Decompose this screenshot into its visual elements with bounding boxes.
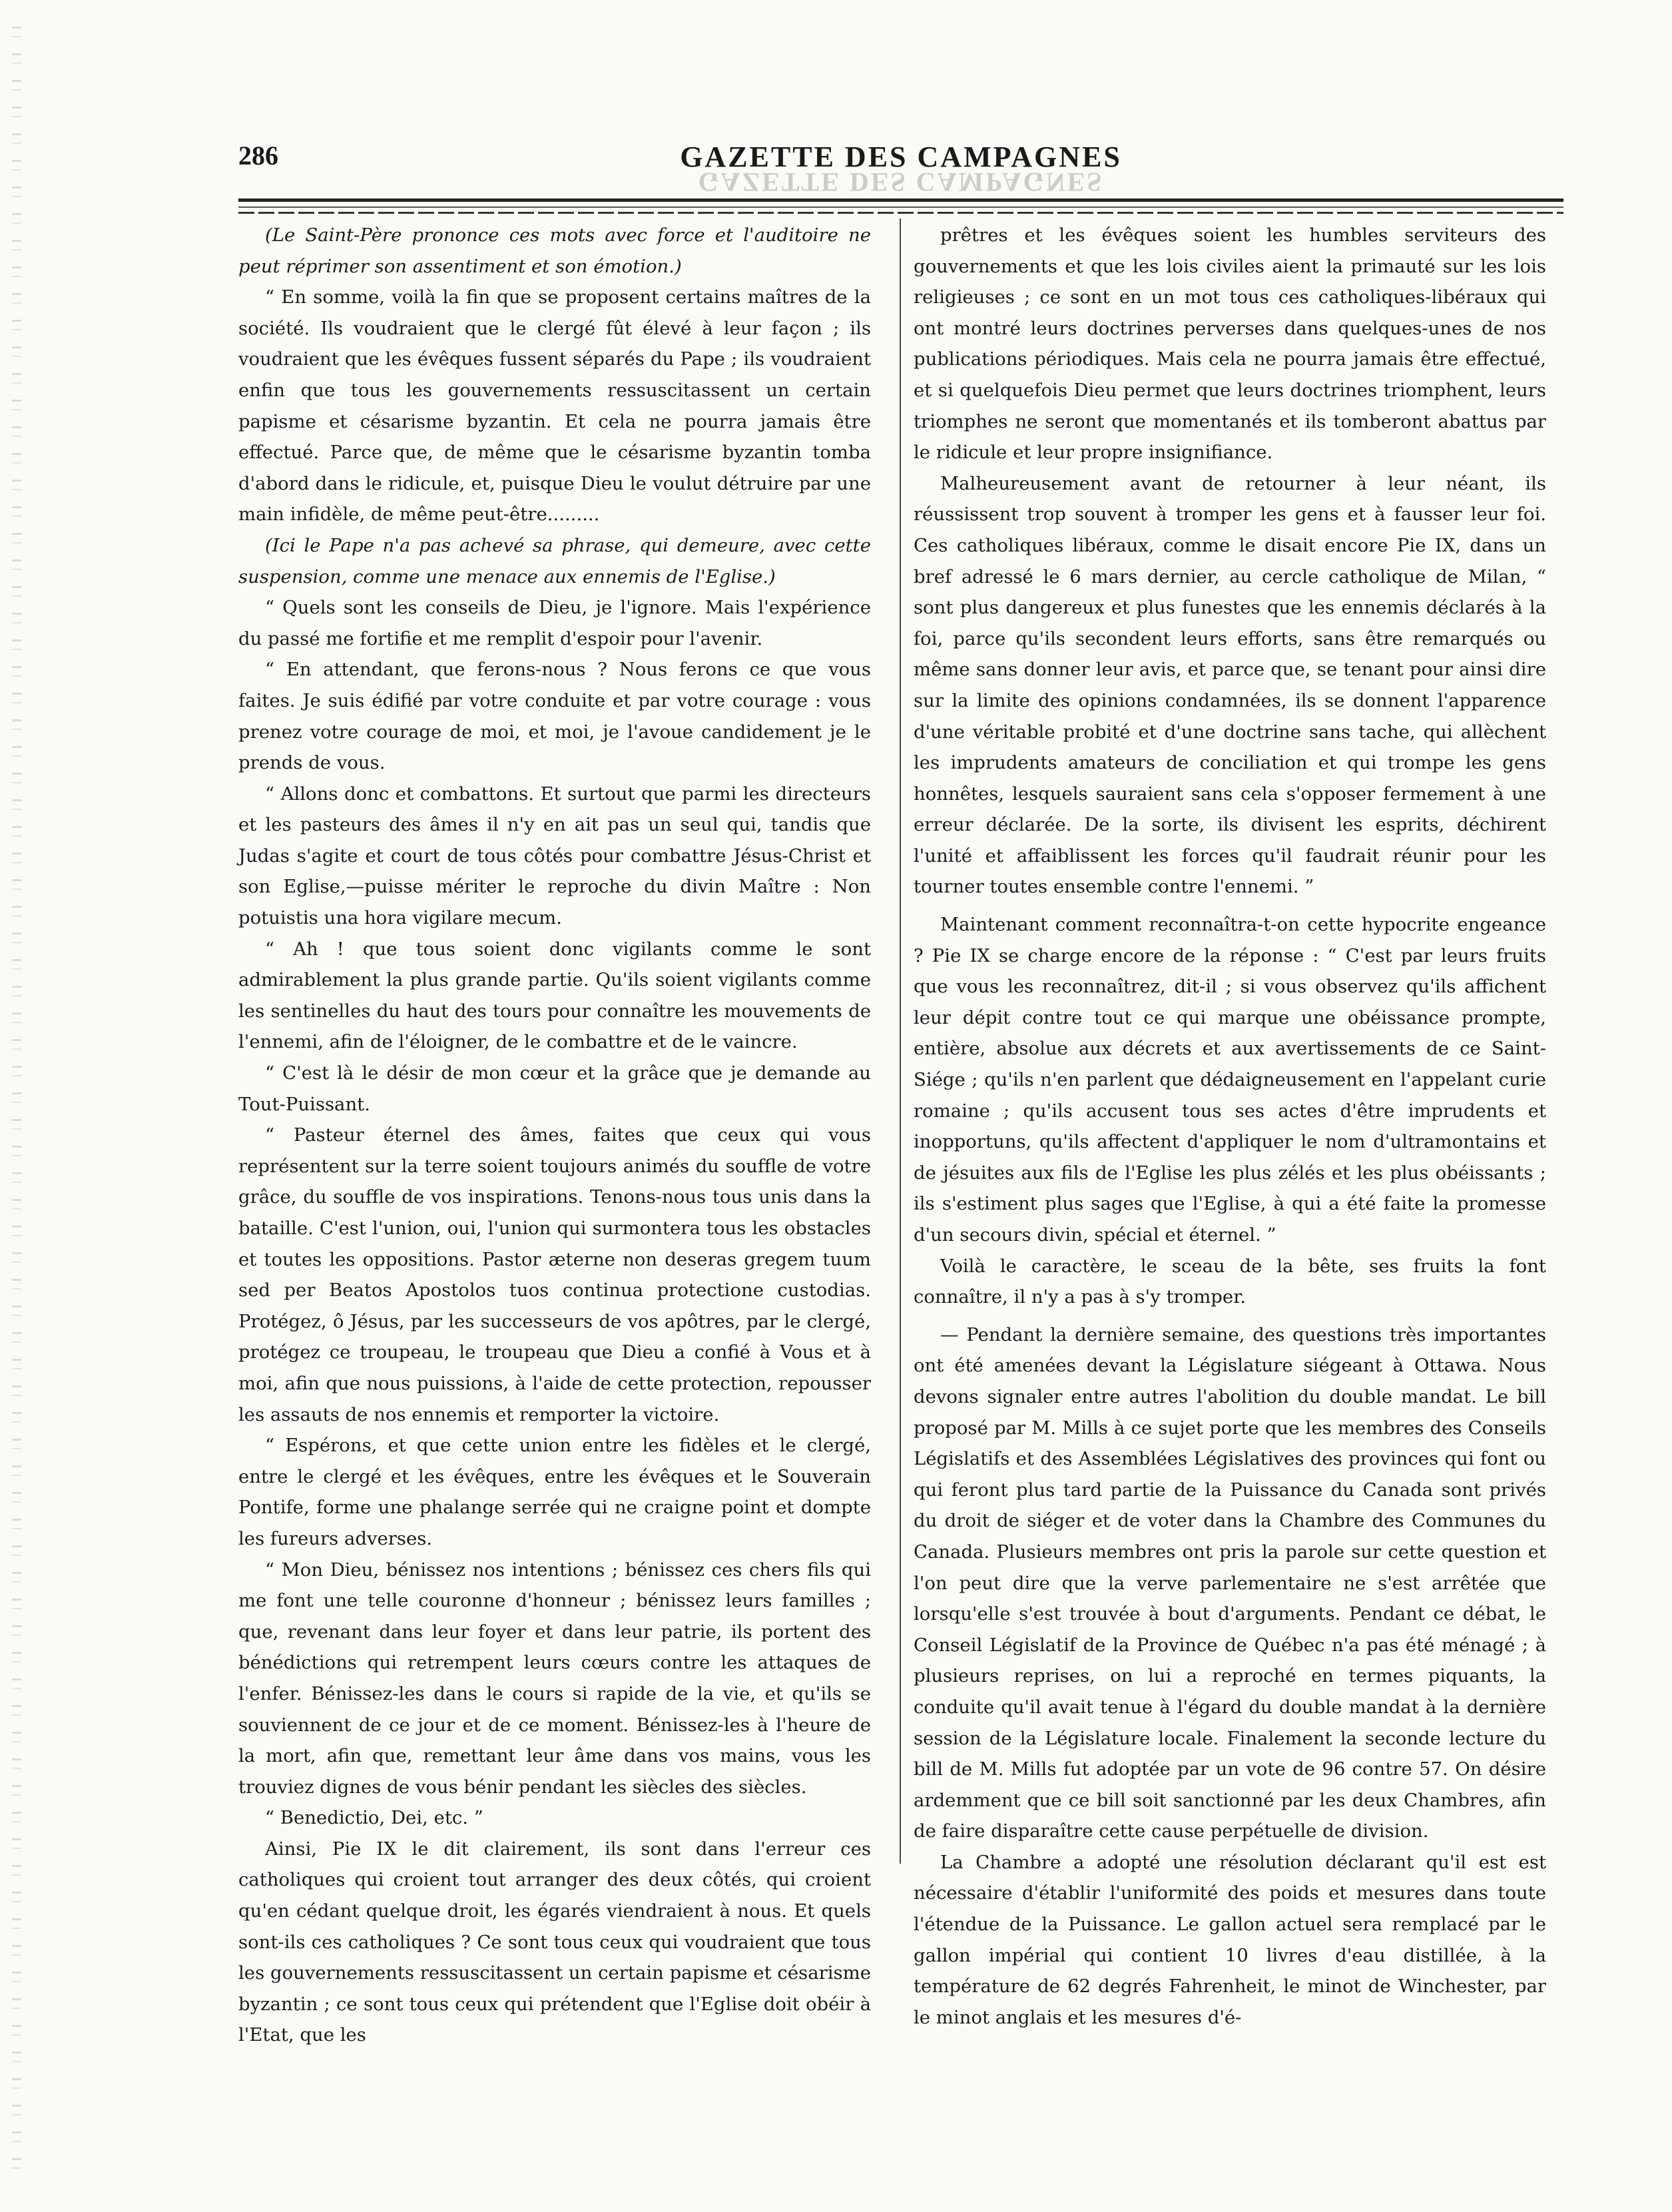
show-through-mirror-title: GAZETTE DES CAMPAGNES (698, 167, 1104, 197)
paragraph: Maintenant comment reconnaîtra-t-on cette hypocrite engeance ? Pie IX se charge encore de la réponse : “ C'est par leurs fruits que vous les reconnaîtrez, dit-il ; si vous observez qu'ils affichent leur dépit contre tout ce qui marque une obéissance prompte, entière, absolue aux décrets et aux avertissements de ce Saint-Siége ; qu'ils n'en parlent que dédaigneusement en l'appelant curie romaine ; qu'ils accusent tous ses actes d'être imprudents et inopportuns, qu'ils affectent d'appliquer le nom d'ultramontains et de jésuites aux fils de l'Eglise les plus zélés et les plus obéissants ; ils s'estiment plus sages que l'Eglise, à qui a été faite la promesse d'un secours divin, spécial et éternel. ” (914, 914, 1546, 1246)
paragraph: “ En somme, voilà la fin que se proposent certains maîtres de la société. Ils voudraient que le clergé fût élevé à leur façon ; ils voudraient que les évêques fussent séparés du Pape ; ils voudraient enfin que tous les gouvernements ressuscitassent un certain papisme et césarisme byzantin. Et cela ne pourra jamais être effectué. Parce que, de même que le césarisme byzantin tomba d'abord dans le ridicule, et, puisque Dieu le voulut détruire par une main infidèle, de même peut-être......... (238, 286, 871, 526)
right-column (914, 220, 1546, 2028)
scan-margin-artifact (12, 27, 21, 2185)
header-rule-thick (238, 198, 1563, 202)
paragraph: “ En attendant, que ferons-nous ? Nous ferons ce que vous faites. Je suis édifié par votre conduite et par votre courage : vous prenez votre courage de moi, et moi, je l'avoue candidement je le prends de vous. (238, 659, 871, 774)
paragraph: La Chambre a adopté une résolution déclarant qu'il est est nécessaire d'établir l'uniformité des poids et mesures dans toute l'étendue de la Puissance. Le gallon actuel sera remplacé par le gallon impérial qui contient 10 livres d'eau distillée, à la température de 62 degrés Fahrenheit, le minot de Winchester, par le minot anglais et les mesures d'é- (914, 1851, 1546, 2028)
paragraph: — Pendant la dernière semaine, des questions très importantes ont été amenées devant la Législature siégeant à Ottawa. Nous devons signaler entre autres l'abolition du double mandat. Le bill proposé par M. Mills à ce sujet porte que les membres des Conseils Législatifs et des Assemblées Législatives des provinces qui font ou qui feront plus tard partie de la Puissance du Canada sont privés du droit de siéger et de voter dans la Chambre des Communes du Canada. Plusieurs membres ont pris la parole sur cette question et l'on peut dire que la verve parlementaire ne s'est arrêtée que lorsqu'elle s'est trouvée à bout d'arguments. Pendant ce débat, le Conseil Législatif de la Province de Québec n'a pas été ménagé ; à plusieurs reprises, on lui a reproché en termes piquants, la conduite qu'il avait tenue à l'égard du double mandat à la dernière session de la Législature locale. Finalement la seconde lecture du bill de M. Mills fut adoptée par un vote de 96 contre 57. On désire ardemment que ce bill soit sanctionné par les deux Chambres, afin de faire disparaître cette cause perpétuelle de division. (914, 1323, 1546, 1842)
paragraph: prêtres et les évêques soient les humbles serviteurs des gouvernements et que les lois civiles aient la primauté sur les lois religieuses ; ce sont en un mot tous ces catholiques-libéraux qui ont montré leurs doctrines perverses dans quelques-unes de nos publications périodiques. Mais cela ne pourra jamais être effectué, et si quelquefois Dieu permet que leurs doctrines triomphent, leurs triomphes ne seront que momentanés et ils tomberont abattus par le ridicule et leur propre insignifiance. (914, 224, 1546, 464)
paragraph: “ Mon Dieu, bénissez nos intentions ; bénissez ces chers fils qui me font une telle couronne d'honneur ; bénissez leurs familles ; que, revenant dans leur foyer et dans leur patrie, ils portent des bénédictions qui retrempent leurs cœurs contre les attaques de l'enfer. Bénissez-les dans le cours si rapide de la vie, et qu'ils se souviennent de ce jour et de ce moment. Bénissez-les à l'heure de la mort, afin que, remettant leur âme dans vos mains, vous les trouviez dignes de vous bénir pendant les siècles des siècles. (238, 1559, 871, 1798)
paragraph: “ C'est là le désir de mon cœur et la grâce que je demande au Tout-Puissant. (238, 1062, 871, 1115)
paragraph: (Ici le Pape n'a pas achevé sa phrase, qui demeure, avec cette suspension, comme une menace aux ennemis de l'Eglise.) (238, 534, 871, 587)
paragraph: “ Benedictio, Dei, etc. ” (265, 1807, 483, 1829)
column-divider (900, 218, 901, 1864)
paragraph: “ Allons donc et combattons. Et surtout que parmi les directeurs et les pasteurs des âmes il n'y en ait pas un seul qui, tandis que Judas s'agite et court de tous côtés pour combattre Jésus-Christ et son Eglise,—puisse mériter le reproche du divin Maître : Non potuistis una hora vigilare mecum. (238, 783, 871, 929)
header-rule-thin (238, 206, 1563, 208)
paragraph: (Le Saint-Père prononce ces mots avec force et l'auditoire ne peut réprimer son assentiment et son émotion.) (238, 224, 871, 277)
paragraph: Malheureusement avant de retourner à leur néant, ils réussissent trop souvent à tromper les gens et à fausser leur foi. Ces catholiques libéraux, comme le disait encore Pie IX, dans un bref adressé le 6 mars dernier, au cercle catholique de Milan, “ sont plus dangereux et plus funestes que les ennemis déclarés à la foi, parce qu'ils secondent leurs efforts, sans être remarqués ou même sans donner leur avis, et parce que, se tenant pour ainsi dire sur la limite des opinions condamnées, ils se donnent l'apparence d'une véritable probité et d'une doctrine sans tache, qui allèchent les imprudents amateurs de conciliation et qui trompe les gens honnêtes, lesquels sauraient sans cela s'opposer fermement à une erreur déclarée. De la sorte, ils divisent les esprits, déchirent l'unité et affaiblissent les forces qu'il faudrait réunir pour les tourner toutes ensemble contre l'ennemi. ” (914, 472, 1546, 898)
header-rule-dashed (238, 212, 1563, 214)
journal-title: GAZETTE DES CAMPAGNES (680, 141, 1122, 173)
left-column (238, 220, 871, 2046)
paragraph: Ainsi, Pie IX le dit clairement, ils sont dans l'erreur ces catholiques qui croient tout arranger des deux côtés, qui croient qu'en cédant quelque droit, les égarés viendraient à nous. Et quels sont-ils ces catholiques ? Ce sont tous ceux qui voudraient que tous les gouvernements ressuscitassent un certain papisme et césarisme byzantin ; ce sont tous ceux qui prétendent que l'Eglise doit obéir à l'Etat, que les (238, 1838, 871, 2046)
paragraph: “ Ah ! que tous soient donc vigilants comme le sont admirablement la plus grande partie. Qu'ils soient vigilants comme les sentinelles du haut des tours pour connaître les mouvements de l'ennemi, afin de l'éloigner, de le combattre et de le vaincre. (238, 938, 871, 1053)
page-number: 286 (238, 141, 278, 171)
paragraph: Voilà le caractère, le sceau de la bête, ses fruits la font connaître, il n'y a pas à s'y tromper. (914, 1255, 1546, 1308)
paragraph: “ Quels sont les conseils de Dieu, je l'ignore. Mais l'expérience du passé me fortifie et me remplit d'espoir pour l'avenir. (238, 597, 871, 649)
paragraph: “ Pasteur éternel des âmes, faites que ceux qui vous représentent sur la terre soient toujours animés du souffle de votre grâce, du souffle de vos inspirations. Tenons-nous tous unis dans la bataille. C'est l'union, oui, l'union qui surmontera tous les obstacles et toutes les oppositions. Pastor æterne non deseras gregem tuum sed per Beatos Apostolos tuos continua protectione custodias. Protégez, ô Jésus, par les successeurs de vos apôtres, par le clergé, protégez ce troupeau, le troupeau que Dieu a confié à Vous et à moi, afin que nous puissions, à l'aide de cette protection, repousser les assauts de nos ennemis et remporter la victoire. (238, 1124, 871, 1425)
paragraph: “ Espérons, et que cette union entre les fidèles et le clergé, entre le clergé et les évêques, entre les évêques et le Souverain Pontife, forme une phalange serrée qui ne craigne point et dompte les fureurs adverses. (238, 1435, 871, 1549)
page-header (238, 140, 1563, 197)
